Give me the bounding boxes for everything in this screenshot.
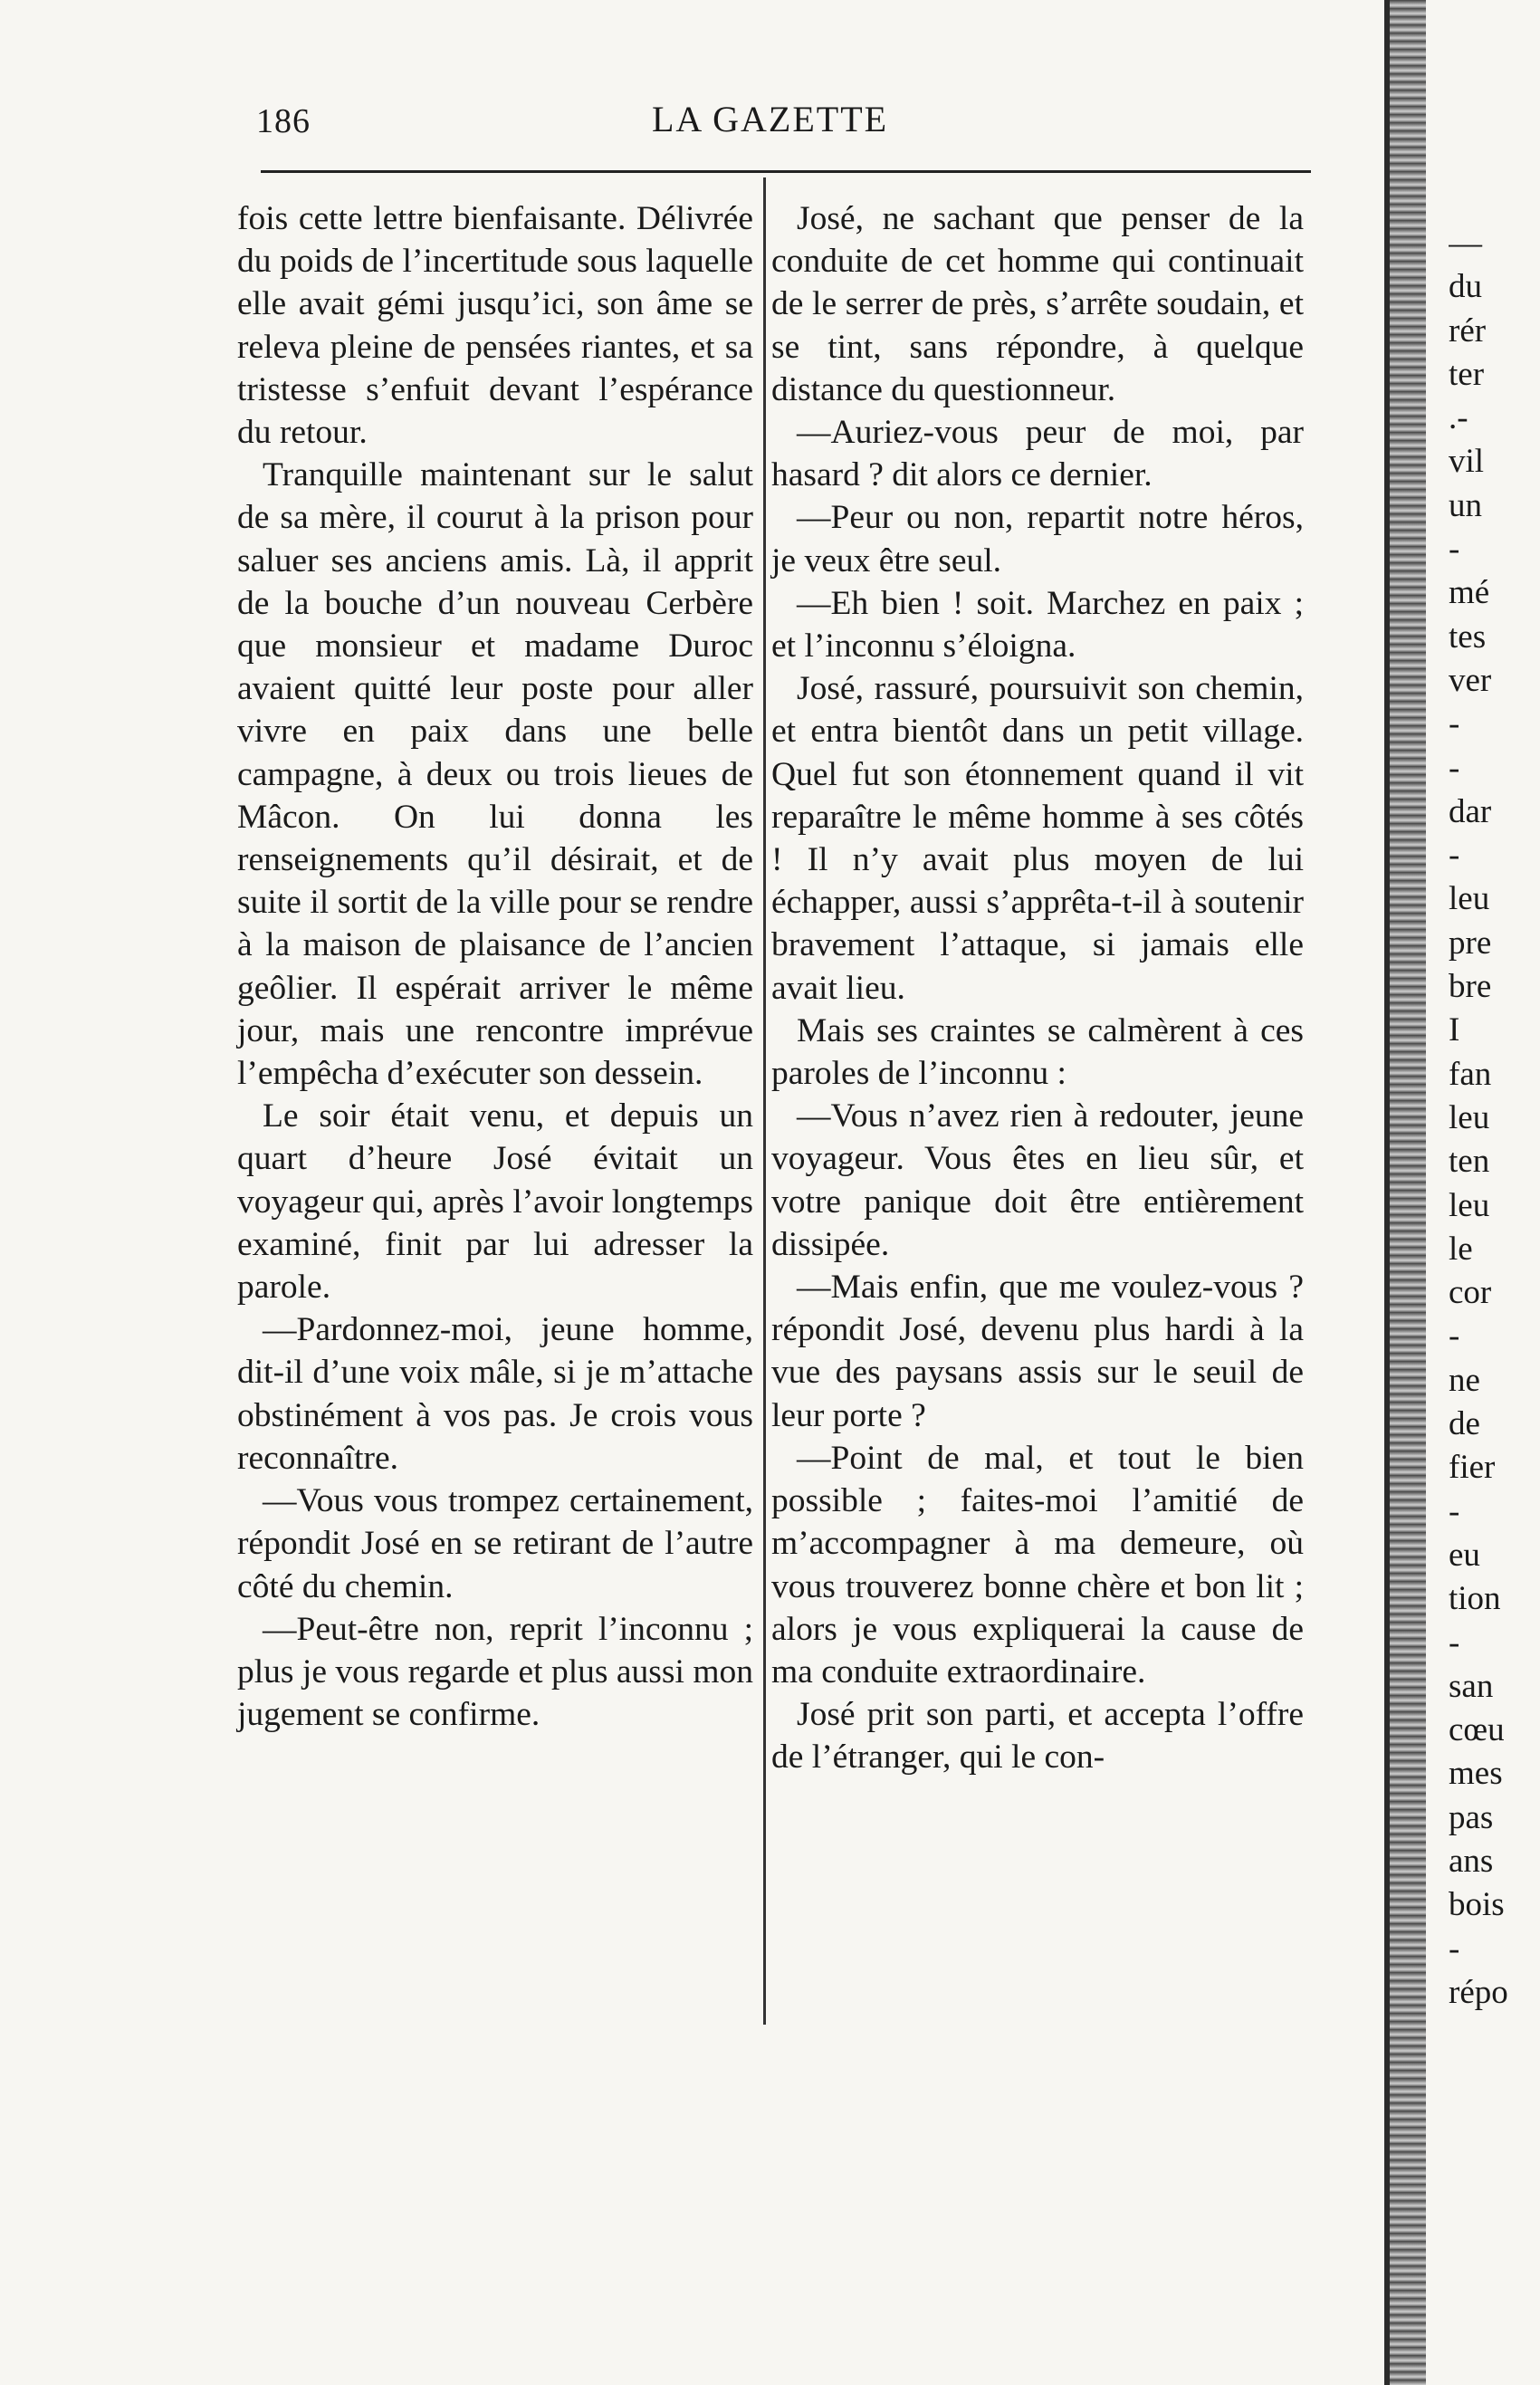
- next-page-fragment: eu: [1449, 1536, 1480, 1574]
- paragraph: José, ne sachant que penser de la conduite de cet homme qui continuait de le serrer de près, s’arrête soudain, et se tint, sans répondre, à quelque distance du questionneur.: [771, 200, 1304, 408]
- page-number: 186: [256, 102, 311, 140]
- next-page-fragment: -: [1449, 749, 1460, 787]
- next-page-fragment: -: [1449, 1317, 1460, 1355]
- next-page-fragment: tes: [1449, 618, 1487, 656]
- paragraph: —Vous vous trompez certainement, répondit José en se retirant de l’autre côté du chemin.: [237, 1482, 753, 1605]
- next-page-fragment: -: [1449, 837, 1460, 875]
- paragraph: —Pardonnez-moi, jeune homme, dit-il d’une voix mâle, si je m’attache obstinément à vos pas. Je crois vous reconnaître.: [237, 1311, 753, 1477]
- column-divider: [763, 177, 766, 2025]
- next-page-fragment: -: [1449, 1492, 1460, 1530]
- next-page-fragment: .-: [1449, 399, 1468, 437]
- next-page-fragment: leu: [1449, 1098, 1490, 1136]
- next-page-fragment: pas: [1449, 1798, 1494, 1836]
- next-page-fragment: dar: [1449, 792, 1492, 830]
- next-page-fragment: bre: [1449, 968, 1492, 1006]
- next-page-fragment: cœu: [1449, 1711, 1505, 1749]
- next-page-fragment: ten: [1449, 1143, 1490, 1181]
- next-page-fragment: mes: [1449, 1755, 1503, 1793]
- next-page-fragment: leu: [1449, 1186, 1490, 1224]
- paragraph: —Peut-être non, reprit l’inconnu ; plus je vous regarde et plus aussi mon jugement se confirme.: [237, 1610, 753, 1734]
- next-page-fragment: -: [1449, 531, 1460, 569]
- right-column: [771, 197, 1304, 1779]
- next-page-fragment: san: [1449, 1667, 1494, 1705]
- paragraph: —Eh bien ! soit. Marchez en paix ; et l’inconnu s’éloigna.: [771, 584, 1304, 666]
- next-page-fragment: -: [1449, 705, 1460, 743]
- next-page-fragment: rér: [1449, 311, 1487, 350]
- header-rule: [261, 170, 1311, 173]
- next-page-fragment: bois: [1449, 1886, 1505, 1924]
- next-page-fragments: [1449, 222, 1540, 2015]
- next-page-fragment: pre: [1449, 924, 1492, 962]
- next-page-fragment: un: [1449, 486, 1482, 524]
- next-page-fragment: fan: [1449, 1055, 1492, 1093]
- next-page-fragment: tion: [1449, 1580, 1501, 1618]
- next-page-fragment: I: [1449, 1011, 1460, 1049]
- running-title: LA GAZETTE: [652, 99, 889, 139]
- next-page-fragment: le: [1449, 1230, 1473, 1268]
- paragraph: José prit son parti, et accepta l’offre de l’étranger, qui le con-: [771, 1696, 1304, 1777]
- next-page-fragment: cor: [1449, 1274, 1492, 1312]
- next-page-fragment: de: [1449, 1405, 1480, 1443]
- next-page-fragment: ans: [1449, 1842, 1494, 1880]
- paragraph: José, rassuré, poursuivit son chemin, et entra bientôt dans un petit village. Quel fut son étonnement quand il vit reparaître le même homme à ses côtés ! Il n’y avait plus moyen de lui échapper, aussi s’apprêta-t-il à soutenir bravement l’attaque, si jamais elle avait lieu.: [771, 670, 1304, 1007]
- paragraph: fois cette lettre bienfaisante. Délivrée du poids de l’incertitude sous laquelle elle avait gémi jusqu’ici, son âme se releva pleine de pensées riantes, et sa tristesse s’enfuit devant l’espérance du retour.: [237, 200, 753, 452]
- next-page-fragment: ver: [1449, 661, 1492, 699]
- next-page-fragment: —: [1449, 225, 1482, 262]
- next-page-fragment: leu: [1449, 880, 1490, 918]
- next-page-fragment: ne: [1449, 1361, 1480, 1399]
- paragraph: —Point de mal, et tout le bien possible ; faites-moi l’amitié de m’accompagner à ma demeure, où vous trouverez bonne chère et bon lit ; alors je vous expliquerai la cause de ma conduite extraordinaire.: [771, 1439, 1304, 1691]
- next-page-fragment: répo: [1449, 1973, 1508, 2011]
- paragraph: —Auriez-vous peur de moi, par hasard ? dit alors ce dernier.: [771, 414, 1304, 494]
- next-page-fragment: du: [1449, 268, 1482, 306]
- paragraph: Le soir était venu, et depuis un quart d’heure José évitait un voyageur qui, après l’avoir longtemps examiné, finit par lui adresser la parole.: [237, 1097, 753, 1307]
- next-page-fragment: mé: [1449, 574, 1490, 612]
- binding-gutter: [1390, 0, 1426, 2385]
- next-page-fragment: -: [1449, 1930, 1460, 1968]
- next-page-fragment: vil: [1449, 443, 1485, 481]
- paragraph: Mais ses craintes se calmèrent à ces paroles de l’inconnu :: [771, 1011, 1304, 1093]
- paragraph: —Peur ou non, repartit notre héros, je veux être seul.: [771, 499, 1304, 579]
- next-page-fragment: fier: [1449, 1449, 1496, 1487]
- paragraph: —Vous n’avez rien à redouter, jeune voyageur. Vous êtes en lieu sûr, et votre panique doit être entièrement dissipée.: [771, 1097, 1304, 1263]
- left-column: [237, 197, 753, 1736]
- next-page-fragment: ter: [1449, 355, 1485, 393]
- next-page-fragment: -: [1449, 1624, 1460, 1662]
- paragraph: —Mais enfin, que me voulez-vous ? répondit José, devenu plus hardi à la vue des paysans assis sur le seuil de leur porte ?: [771, 1269, 1304, 1434]
- paragraph: Tranquille maintenant sur le salut de sa mère, il courut à la prison pour saluer ses anciens amis. Là, il apprit de la bouche d’un nouveau Cerbère que monsieur et madame Duroc avaient quitté leur poste pour aller vivre en paix dans une belle campagne, à deux ou trois lieues de Mâcon. On lui donna les renseignements qu’il désirait, et de suite il sortit de la ville pour se rendre à la maison de plaisance de l’ancien geôlier. Il espérait arriver le même jour, mais une rencontre imprévue l’empêcha d’exécuter son dessein.: [237, 456, 753, 1093]
